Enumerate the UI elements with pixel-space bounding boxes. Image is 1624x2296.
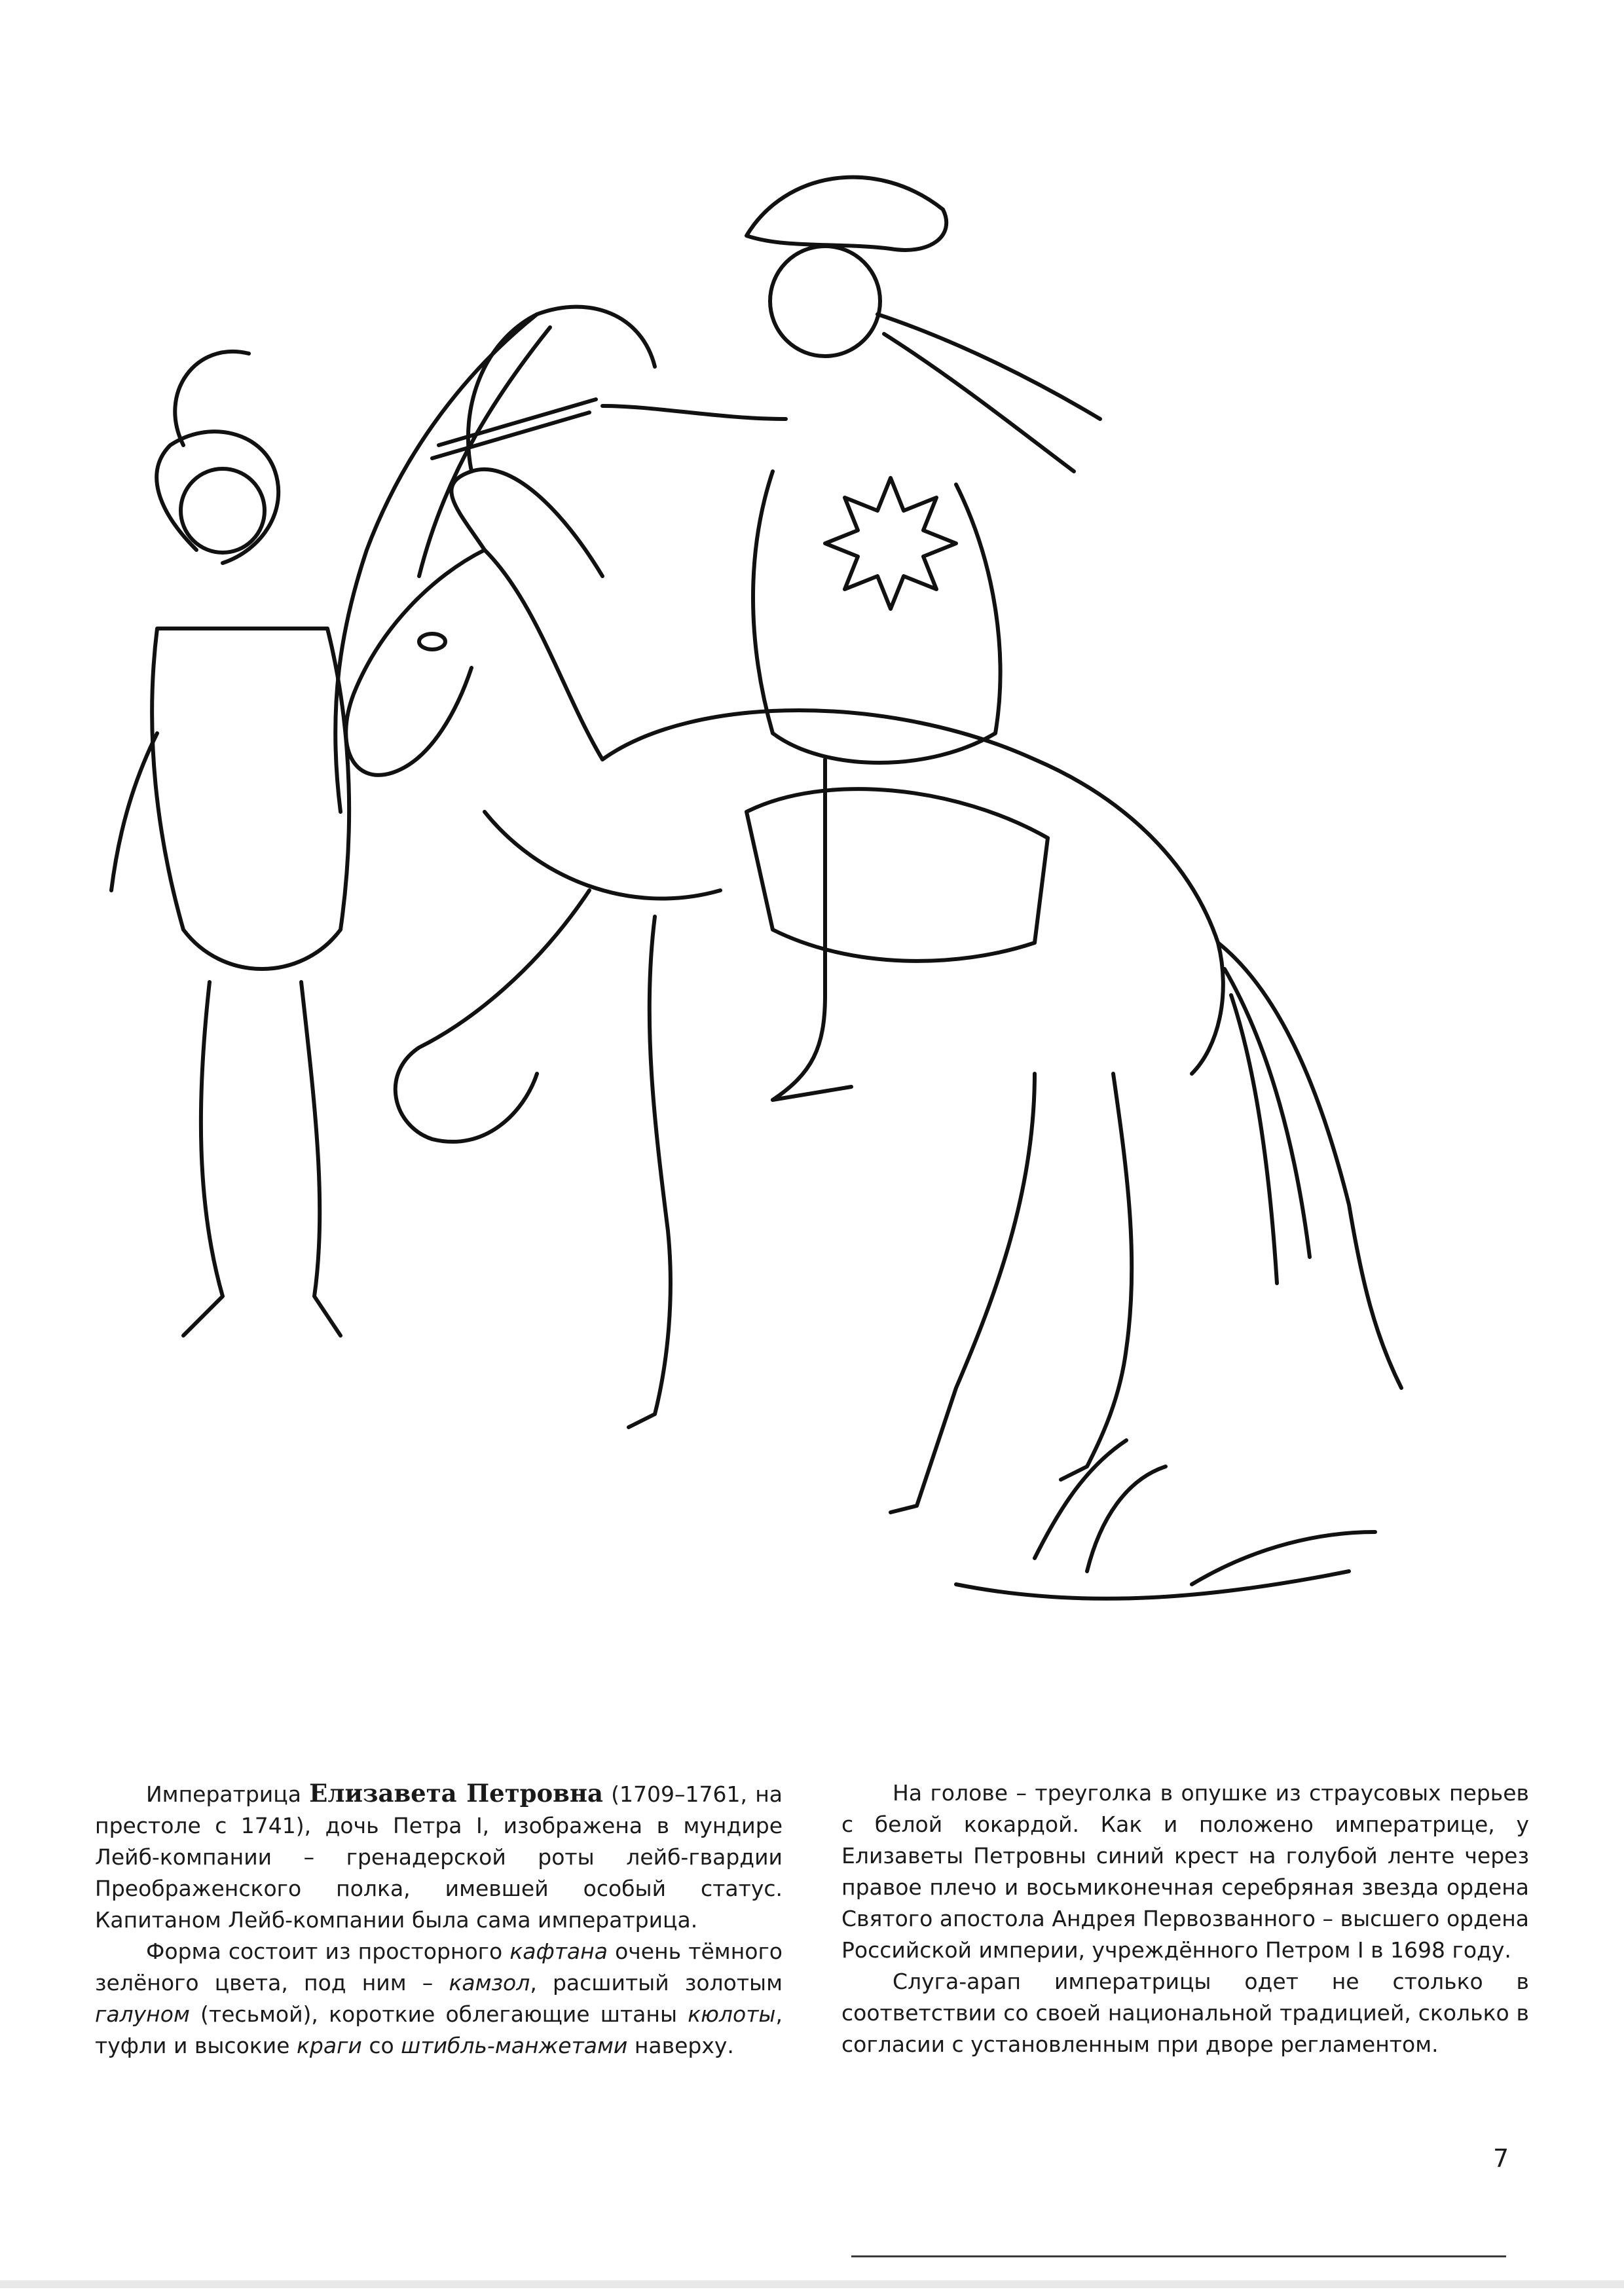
text-run: , расшитый золотым	[530, 1970, 783, 1995]
left-paragraph-1	[95, 1777, 783, 1936]
right-paragraph-1: На голове – треуголка в опушке из страусовых перьев с белой кокардой. Как и положено императрице, у Елизаветы Петровны синий крест на голубой ленте через правое плечо и восьмиконечная серебряная звезда ордена Святого апостола Андрея Первозванного – высшего ордена Российской империи, учреждённого Петром I в 1698 году.	[841, 1780, 1529, 1963]
term-kaftan: кафтана	[509, 1939, 608, 1964]
page-number: 7	[1493, 2144, 1509, 2173]
left-paragraph-2	[95, 1936, 783, 2062]
term-shtibl-manzhety: штибль-манжетами	[401, 2033, 628, 2058]
right-text-column	[841, 1777, 1529, 2060]
text-run: Форма состоит из просторного	[146, 1939, 510, 1964]
empress-horse-illustration	[39, 79, 1545, 1794]
bottom-rule	[851, 2255, 1506, 2257]
term-kyuloty: кюлоты	[688, 2001, 776, 2027]
right-paragraph-2: Слуга-арап императрицы одет не столько в соответствии со своей национальной традицией, сколько в согласии с установленным при дворе регламентом.	[841, 1969, 1529, 2057]
text-run: , туфли и высокие	[95, 2001, 783, 2058]
text-run: наверху.	[627, 2033, 734, 2058]
empress-name: Елизавета Петровна	[309, 1779, 603, 1808]
text-run: (1709–1761, на престоле с 1741), дочь Петра I, изображена в мундире Лейб-компании – гренадерской роты лейб-гвардии Преображенского полка, имевшей особый статус. Капитаном Лейб-компании была сама императрица.	[95, 1781, 783, 1933]
term-galun: галуном	[95, 2001, 190, 2027]
text-run: (тесьмой), короткие облегающие штаны	[189, 2001, 688, 2027]
term-kamzol: камзол	[449, 1970, 530, 1995]
left-text-column	[95, 1777, 783, 2062]
text-run: очень тёмного зелёного цвета, под ним –	[95, 1939, 783, 1995]
term-kragi: краги	[296, 2033, 362, 2058]
scan-edge	[0, 2280, 1624, 2288]
line-art-icon	[39, 79, 1545, 1794]
text-run: со	[361, 2033, 401, 2058]
text-run: Императрица	[146, 1781, 310, 1807]
